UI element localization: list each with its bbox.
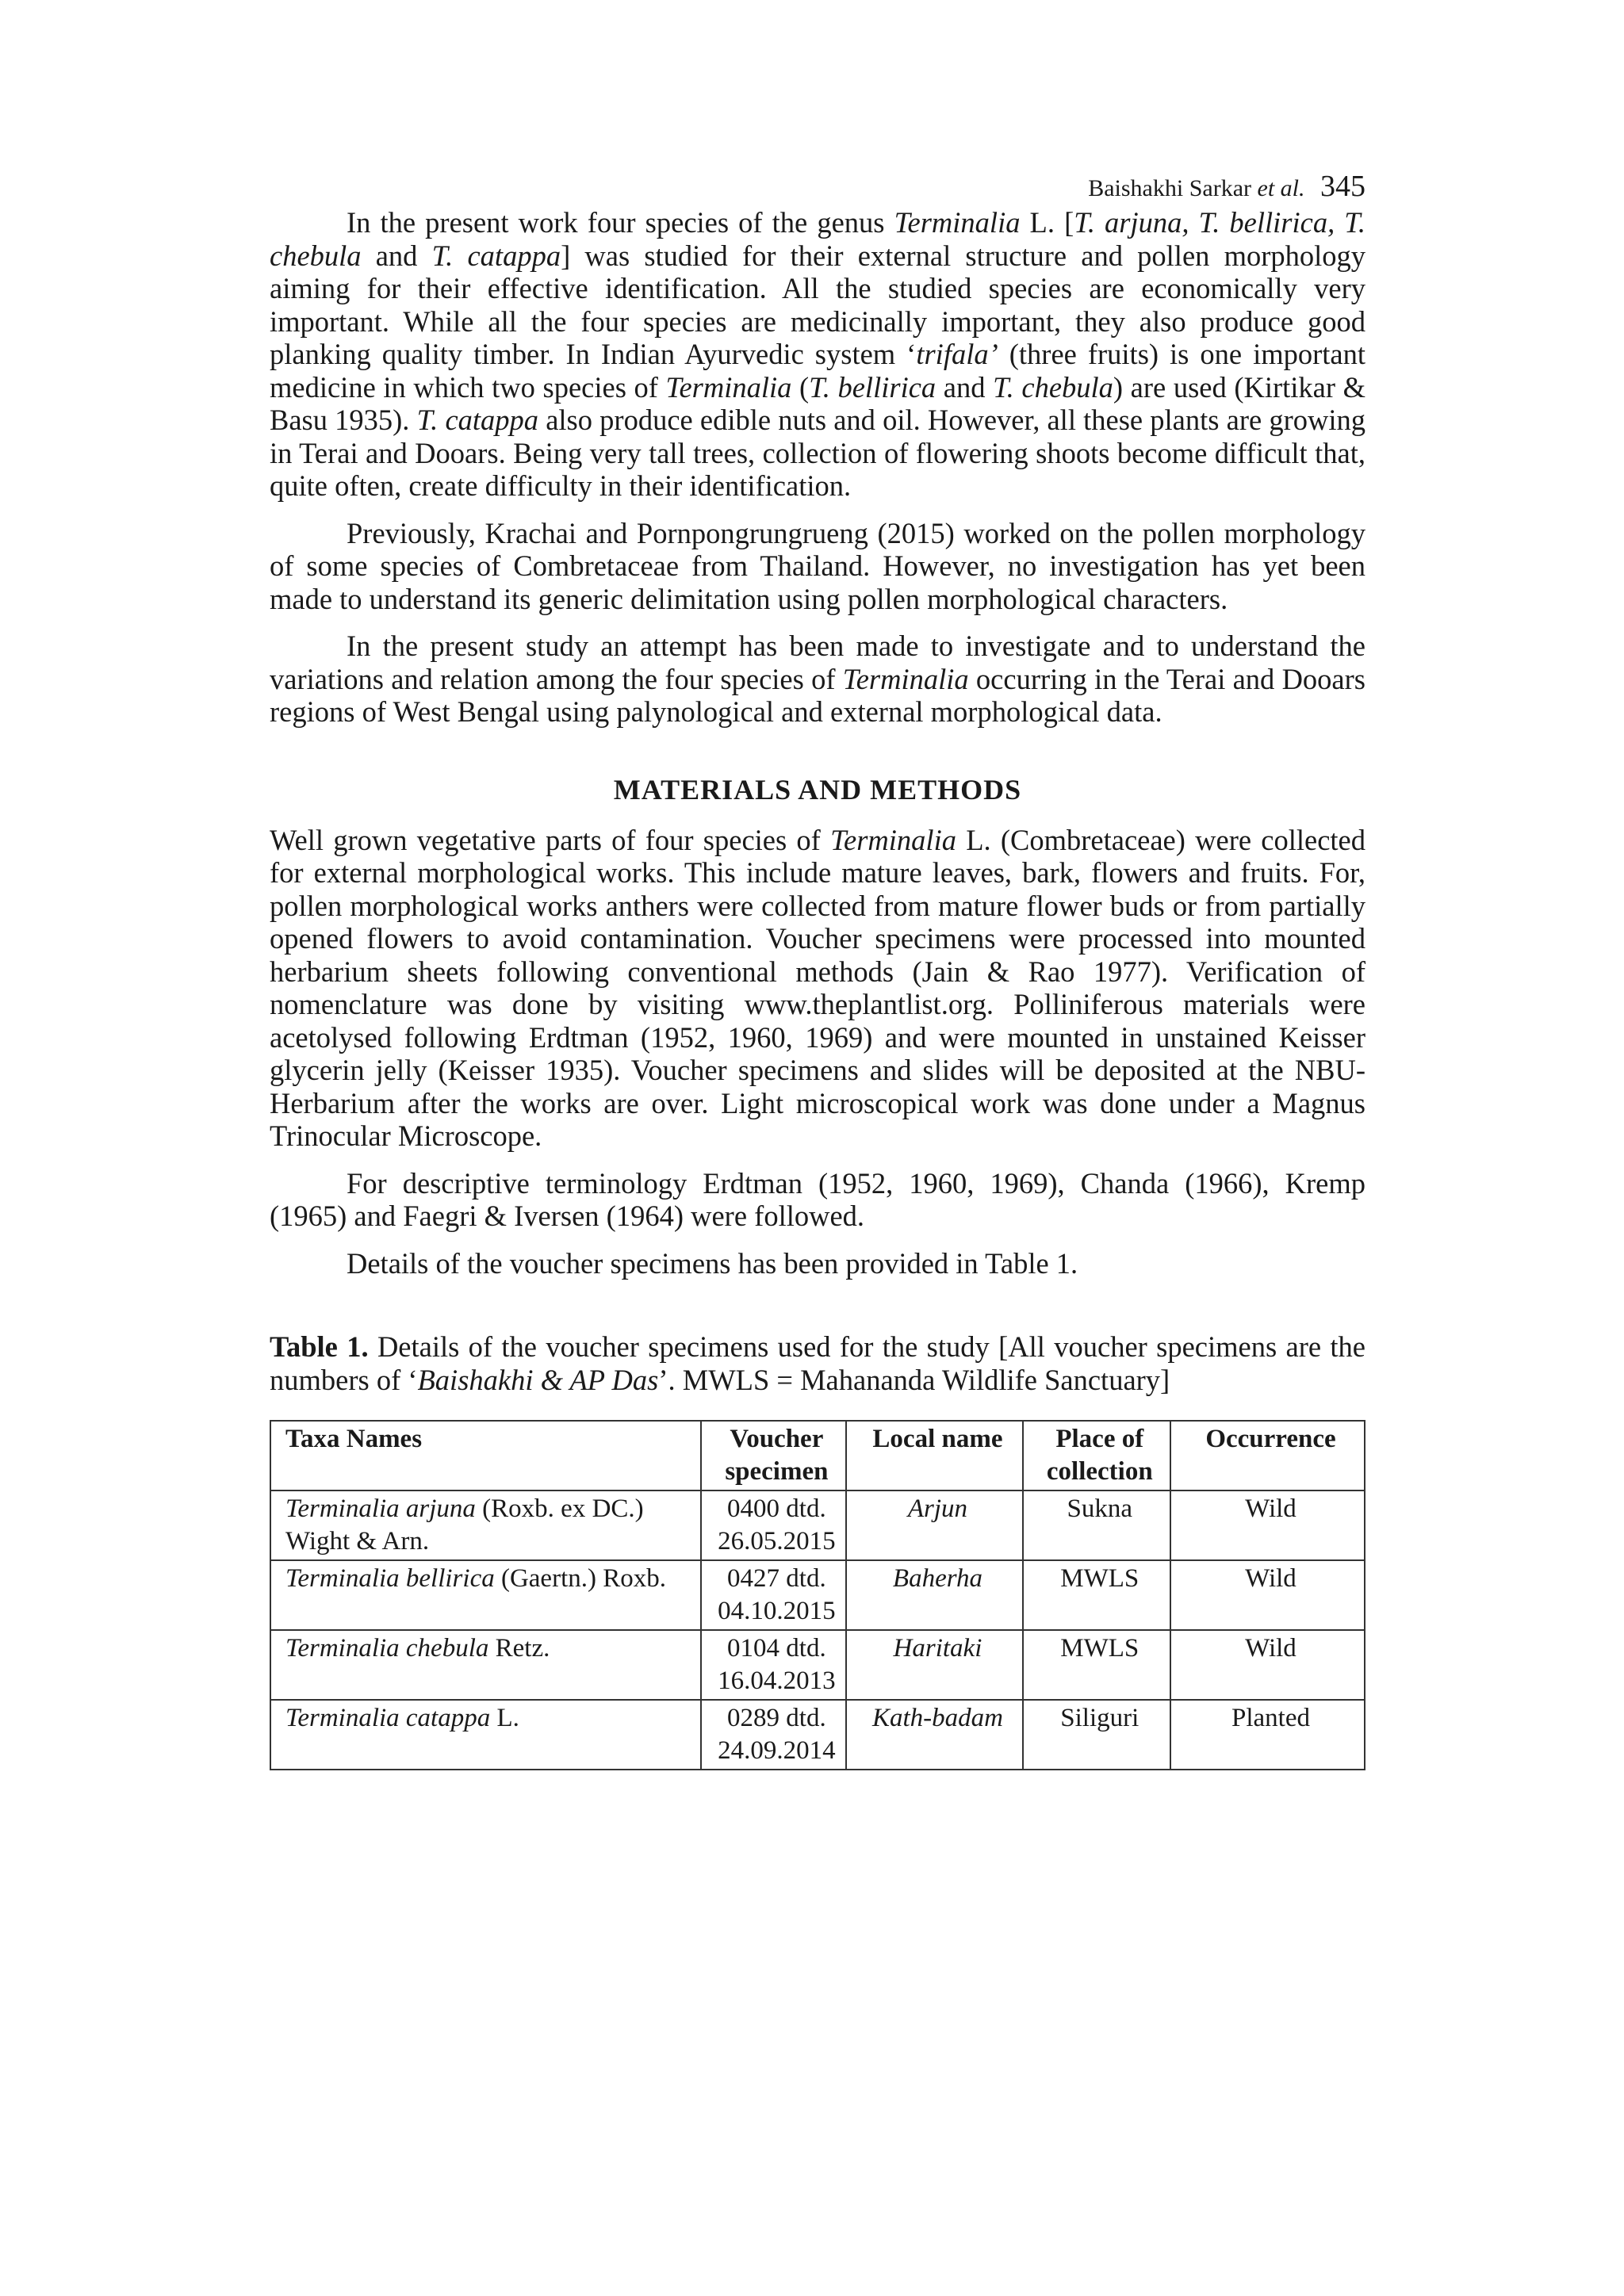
methods-paragraph-1 xyxy=(270,824,1365,1153)
text-run: ) are used (Kirtikar & Basu 1935). xyxy=(270,370,1366,436)
italic-run: T. catappa xyxy=(431,239,561,272)
local-name: Kath-badam xyxy=(871,1704,1003,1732)
local-name: Baherha xyxy=(892,1564,982,1593)
methods-paragraph-3 xyxy=(270,1247,1365,1280)
running-head-etal: et al. xyxy=(1257,175,1305,201)
italic-run: Terminalia xyxy=(894,206,1021,239)
header-local-name: Local name xyxy=(846,1421,1022,1490)
voucher-date: 16.04.2013 xyxy=(718,1667,836,1695)
text-run: ] was studied for their external structure and pollen morphology aiming for their effective identification. All the studied species are economically very important. While all the four species are medicinally important, they also produce good planking quality timber. In Indian Ayurvedic system ‘ xyxy=(270,239,1366,370)
voucher-number: 0289 dtd. xyxy=(727,1704,826,1732)
table-caption xyxy=(270,1330,1365,1396)
methods-paragraph-2 xyxy=(270,1167,1365,1233)
section-heading: MATERIALS AND METHODS xyxy=(613,773,1022,806)
voucher-date: 26.05.2015 xyxy=(718,1527,836,1556)
voucher-number: 0427 dtd. xyxy=(727,1564,826,1593)
voucher-cell xyxy=(701,1490,847,1560)
text-run: Previously, Krachai and Pornpongrungrueng (2015) worked on the pollen morphology of some species of Combretaceae from Thailand. However, no investigation has yet been made to understand its generic delimitation using pollen morphological characters. xyxy=(270,516,1365,615)
text-run: also produce edible nuts and oil. However, all these plants are growing in Terai and Dooars. Being very tall trees, collection of flowering shoots become difficult that, quite often, create difficulty in their identification. xyxy=(270,404,1365,502)
taxa-author: L. xyxy=(490,1704,519,1732)
taxa-author: (Gaertn.) Roxb. xyxy=(494,1564,666,1593)
text-run: and xyxy=(361,239,432,272)
occurrence-cell: Wild xyxy=(1170,1490,1365,1560)
header-place-of-collection: Place of collection xyxy=(1023,1421,1170,1490)
italic-run: Terminalia xyxy=(665,370,792,404)
header-occurrence: Occurrence xyxy=(1170,1421,1365,1490)
italic-run: Terminalia xyxy=(830,823,956,856)
text-run: In the present work four species of the genus xyxy=(347,206,894,239)
occurrence-cell: Wild xyxy=(1170,1560,1365,1630)
italic-run: Baishakhi & AP Das xyxy=(417,1363,659,1396)
intro-paragraph-1 xyxy=(270,206,1365,503)
running-head-author: Baishakhi Sarkar xyxy=(1088,175,1251,201)
voucher-number: 0400 dtd. xyxy=(727,1494,826,1523)
place-cell: MWLS xyxy=(1023,1630,1170,1700)
text-run: L. [ xyxy=(1020,206,1074,239)
page xyxy=(270,166,1365,1770)
local-name: Arjun xyxy=(907,1494,968,1523)
taxa-author: (Roxb. ex DC.) Wight & Arn. xyxy=(285,1494,644,1556)
voucher-table xyxy=(270,1420,1365,1770)
text-run: ’. MWLS = Mahananda Wildlife Sanctuary] xyxy=(658,1363,1170,1396)
italic-run: T. catappa xyxy=(416,404,539,436)
italic-run: trifala’ xyxy=(916,338,998,370)
text-run: and xyxy=(936,370,994,404)
local-name: Haritaki xyxy=(893,1634,982,1663)
voucher-cell xyxy=(701,1630,847,1700)
taxa-genus: Terminalia chebula xyxy=(285,1634,489,1663)
italic-run: T. chebula xyxy=(993,370,1113,404)
taxa-cell xyxy=(270,1630,701,1700)
running-head xyxy=(270,166,1365,206)
taxa-author: Retz. xyxy=(488,1634,550,1663)
text-run: occurring in the Terai and Dooars regions of West Bengal using palynological and external morphological data. xyxy=(270,662,1365,728)
taxa-cell xyxy=(270,1490,701,1560)
taxa-genus: Terminalia arjuna xyxy=(285,1494,476,1523)
voucher-number: 0104 dtd. xyxy=(727,1634,826,1663)
table-caption-label: Table 1. xyxy=(270,1330,369,1363)
voucher-date: 24.09.2014 xyxy=(718,1736,836,1765)
taxa-cell xyxy=(270,1560,701,1630)
intro-paragraph-2 xyxy=(270,517,1365,616)
header-voucher-specimen: Voucher specimen xyxy=(701,1421,847,1490)
text-run: Well grown vegetative parts of four species of xyxy=(270,823,831,856)
voucher-date: 04.10.2015 xyxy=(718,1597,836,1625)
table-row xyxy=(270,1490,1365,1560)
text-run: ( xyxy=(791,370,810,404)
table-caption-text xyxy=(270,1330,1365,1396)
place-cell: Siliguri xyxy=(1023,1700,1170,1770)
header-taxa-names: Taxa Names xyxy=(270,1421,701,1490)
voucher-cell xyxy=(701,1700,847,1770)
text-run: In the present study an attempt has been made to investigate and to understand the variations and relation among the four species of xyxy=(270,629,1365,695)
taxa-cell xyxy=(270,1700,701,1770)
text-run: Details of the voucher specimens used for the study [All voucher specimens are the numbers of ‘ xyxy=(270,1330,1366,1396)
table-row xyxy=(270,1630,1365,1700)
italic-run: T. bellirica xyxy=(809,370,936,404)
occurrence-cell: Planted xyxy=(1170,1700,1365,1770)
local-name-cell xyxy=(846,1630,1022,1700)
table-row xyxy=(270,1700,1365,1770)
table-row xyxy=(270,1560,1365,1630)
place-cell: Sukna xyxy=(1023,1490,1170,1560)
text-run: For descriptive terminology Erdtman (1952, 1960, 1969), Chanda (1966), Kremp (1965) and Faegri & Iversen (1964) were followed. xyxy=(270,1166,1365,1232)
place-cell: MWLS xyxy=(1023,1560,1170,1630)
taxa-genus: Terminalia bellirica xyxy=(285,1564,495,1593)
local-name-cell xyxy=(846,1700,1022,1770)
italic-run: T. arjuna, T. bellirica, T. chebula xyxy=(270,206,1365,272)
local-name-cell xyxy=(846,1560,1022,1630)
intro-paragraph-3 xyxy=(270,629,1365,729)
text-run: (three fruits) is one important medicine in which two species of xyxy=(270,338,1365,404)
page-number: 345 xyxy=(1320,170,1365,203)
text-run: L. (Combretaceae) were collected for external morphological works. This include mature leaves, bark, flowers and fruits. For, pollen morphological works anthers were collected from mature flower buds or from partially opened flowers to avoid contamination. Voucher specimens were processed into mounted herbarium sheets following conventional methods (Jain & Rao 1977). Verification of nomenclature was done by visiting www.theplantlist.org. Polliniferous materials were acetolysed following Erdtman (1952, 1960, 1969) and were mounted in unstained Keisser glycerin jelly (Keisser 1935). Voucher specimens and slides will be deposited at the NBU-Herbarium after the works are over. Light microscopical work was done under a Magnus Trinocular Microscope. xyxy=(270,823,1365,1152)
voucher-cell xyxy=(701,1560,847,1630)
text-run: Details of the voucher specimens has been provided in Table 1. xyxy=(347,1246,1078,1280)
local-name-cell xyxy=(846,1490,1022,1560)
italic-run: Terminalia xyxy=(842,662,969,695)
taxa-genus: Terminalia catappa xyxy=(285,1704,491,1732)
table-header-row xyxy=(270,1421,1365,1490)
occurrence-cell: Wild xyxy=(1170,1630,1365,1700)
